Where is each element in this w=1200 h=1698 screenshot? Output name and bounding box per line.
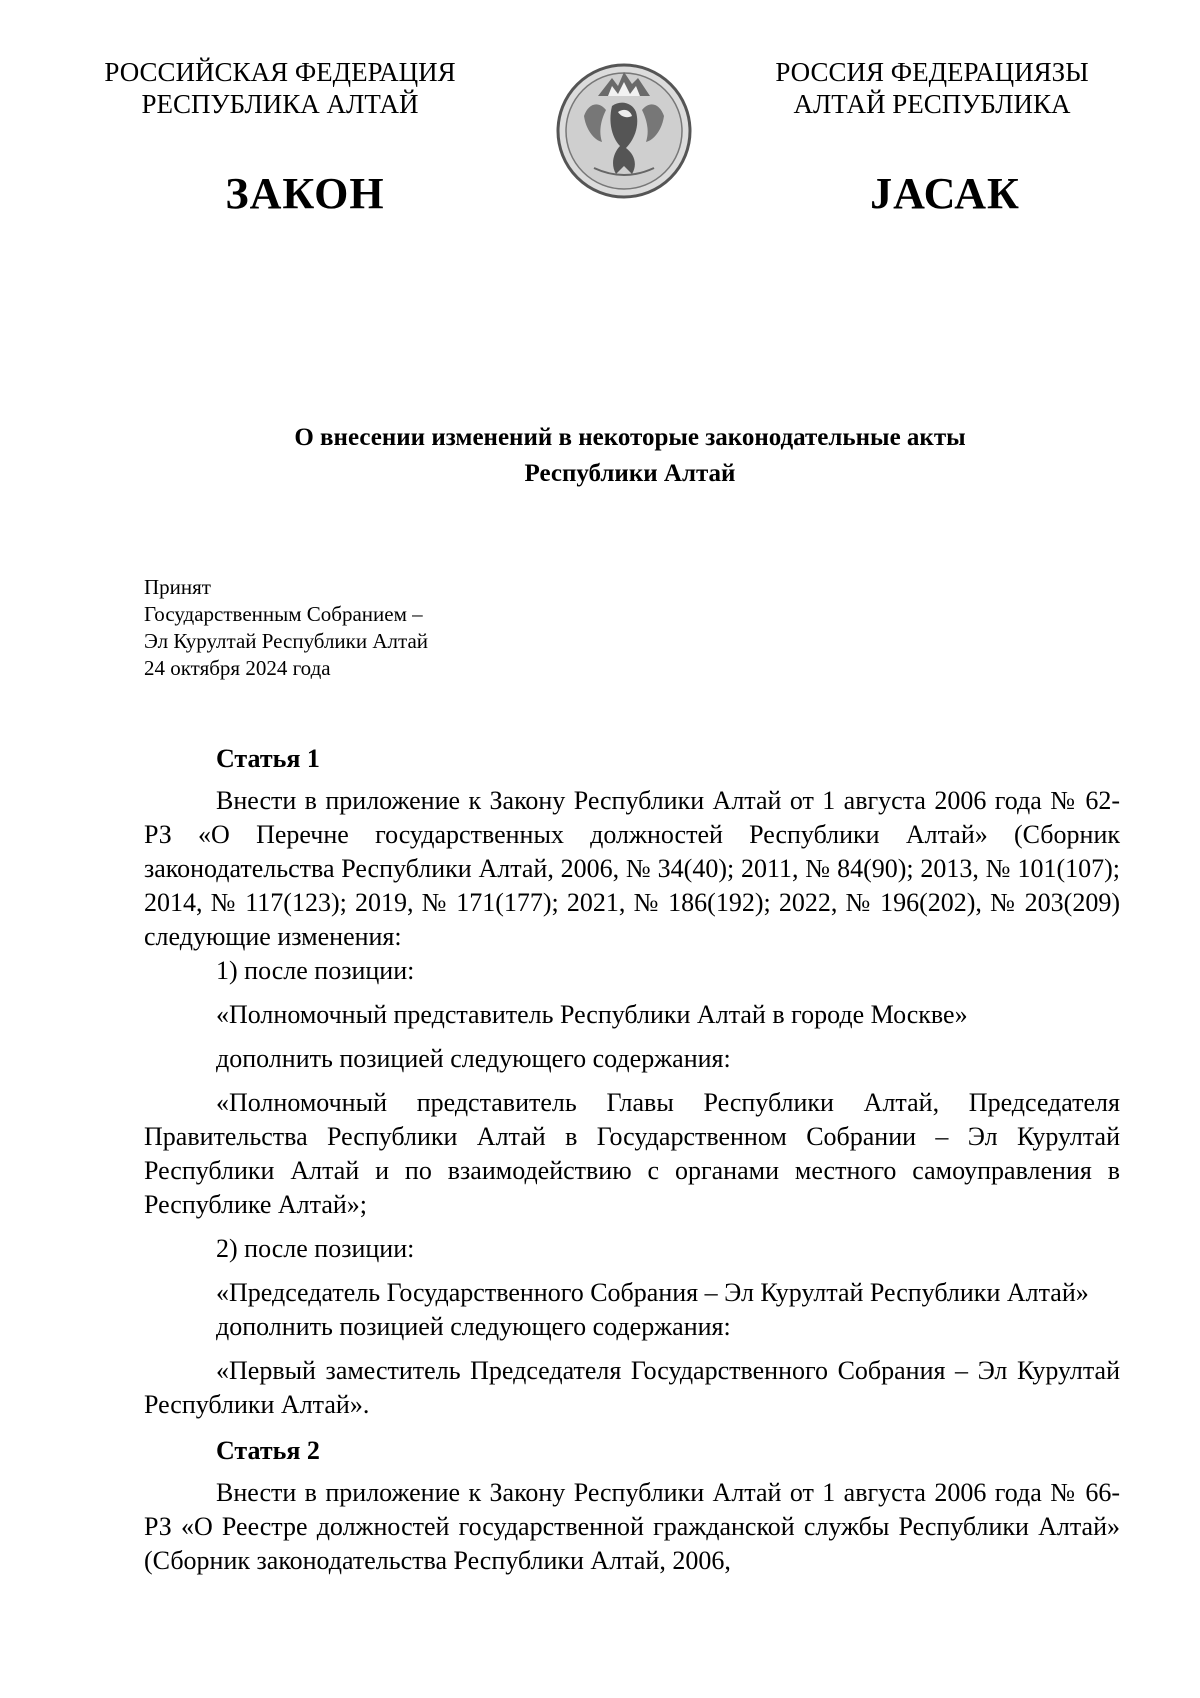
adoption-line2: Государственным Собранием – <box>144 602 423 626</box>
article-1-item2-new-position: «Первый заместитель Председателя Государственного Собрания – Эл Курултай Республики Алтай». <box>144 1356 1120 1419</box>
document-title <box>150 420 1110 492</box>
law-title-russian: ЗАКОН <box>225 169 385 218</box>
article-1-item2-position: «Председатель Государственного Собрания – Эл Курултай Республики Алтай» <box>216 1278 1089 1307</box>
republic-altai-coat-of-arms-icon <box>554 56 694 206</box>
header-right <box>742 56 1122 120</box>
article-1-item2-add: дополнить позицией следующего содержания: <box>216 1312 731 1341</box>
article-1-heading: Статья 1 <box>216 744 320 773</box>
document-body <box>144 742 1120 1578</box>
article-1-item1-add: дополнить позицией следующего содержания: <box>216 1044 731 1073</box>
article-1-item2: 2) после позиции: <box>216 1234 415 1263</box>
adoption-line1: Принят <box>144 575 211 599</box>
law-title-altai: JАСАК <box>870 169 1020 218</box>
article-1-item1: 1) после позиции: <box>216 956 415 985</box>
article-1-item1-new-position: «Полномочный представитель Главы Республики Алтай, Председателя Правительства Республики Алтай в Государственном Собрании – Эл Курултай Республики Алтай и по взаимодействию с органами местного самоуправления в Республике Алтай»; <box>144 1088 1120 1219</box>
article-1-intro: Внести в приложение к Закону Республики Алтай от 1 августа 2006 года № 62-РЗ «О Перечне государственных должностей Республики Алтай» (Сборник законодательства Республики Алтай, 2006, № 34(40); 2011, № 84(90); 2013, № 101(107); 2014, № 117(123); 2019, № 171(177); 2021, № 186(192); 2022, № 196(202), № 203(209) следующие изменения: <box>144 786 1120 951</box>
article-2-heading: Статья 2 <box>216 1436 320 1465</box>
adoption-date: 24 октября 2024 года <box>144 656 331 680</box>
document-title-line2: Республики Алтай <box>524 460 736 487</box>
header-right-line2: АЛТАЙ РЕСПУБЛИКА <box>793 89 1071 119</box>
adoption-line3: Эл Курултай Республики Алтай <box>144 629 429 653</box>
header-right-line1: РОССИЯ ФЕДЕРАЦИЯЗЫ <box>775 57 1089 87</box>
header-left-line1: РОССИЙСКАЯ ФЕДЕРАЦИЯ <box>104 57 456 87</box>
header-left <box>90 56 470 120</box>
header-left-line2: РЕСПУБЛИКА АЛТАЙ <box>141 89 419 119</box>
article-1-item1-position: «Полномочный представитель Республики Алтай в городе Москве» <box>216 1000 968 1029</box>
document-title-line1: О внесении изменений в некоторые законодательные акты <box>294 424 966 451</box>
adoption-block <box>144 574 428 682</box>
article-2-intro: Внести в приложение к Закону Республики Алтай от 1 августа 2006 года № 66-РЗ «О Реестре должностей государственной гражданской службы Республики Алтай» (Сборник законодательства Республики Алтай, 2006, <box>144 1478 1120 1575</box>
